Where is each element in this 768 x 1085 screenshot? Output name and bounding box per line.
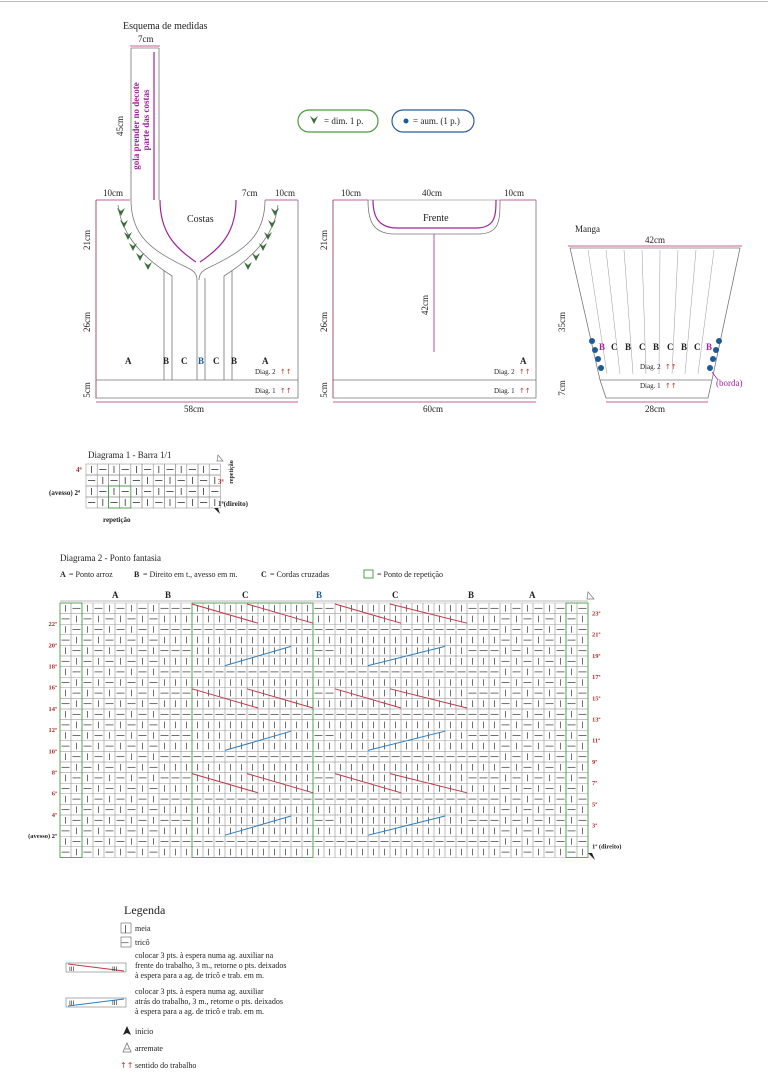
back-section-5: B (231, 356, 238, 366)
legend-title: Legenda (124, 903, 166, 917)
front-center: 42cm (420, 295, 430, 315)
sleeve-section-4: B (653, 342, 660, 352)
sleeve-edge: (borda) (716, 378, 743, 388)
back-section-1: B (163, 356, 170, 366)
sleeve-section-7: C (694, 342, 701, 352)
legend-knit-text: meia (135, 924, 151, 933)
back-side-upper: 21cm (82, 230, 92, 250)
sleeve-title: Manga (575, 224, 600, 234)
legend-direction-text: sentido do trabalho (135, 1061, 197, 1070)
back-section-6: A (262, 356, 269, 366)
back-diag1: Diag. 1 (255, 387, 276, 395)
legend-front-cross-text-3: à espera para a ag. de tricô e trab. em m. (135, 971, 265, 980)
svg-text:III: III (112, 966, 118, 973)
back-dec-arrows-right (244, 208, 279, 270)
diagram2-right-row-labels (592, 610, 621, 850)
diagram2-header-3: B (316, 590, 323, 600)
diagram1-row-3: 3ª (218, 478, 224, 486)
legend-back-cross-icon (66, 998, 126, 1007)
sleeve-drawing (557, 224, 743, 414)
front-diag2-arrows: ↑↑ (519, 368, 531, 376)
diagram1-row-2: (avesso) 2ª (49, 489, 81, 497)
back-top-right: 10cm (275, 188, 295, 198)
legend-front-cross-icon (66, 963, 126, 973)
diagram2-title: Diagrama 2 - Ponto fantasia (60, 553, 161, 563)
diagram1-row-4: 4ª (76, 466, 82, 474)
schema-title: Esquema de medidas (123, 21, 208, 32)
diagram2-start-icon (588, 853, 595, 860)
back-section-4: C (213, 356, 220, 366)
diagram2-right-row-4: 15ª (592, 695, 601, 703)
diagram2-right-row-3: 17ª (592, 674, 601, 682)
diagram2-header-4: C (392, 590, 399, 600)
legend-front-cross-text-1: colocar 3 pts. à espera numa ag. auxiliar na (135, 951, 274, 960)
legend-start-text: início (135, 1027, 154, 1036)
diagram2-left-row-2: 18ª (48, 663, 57, 671)
diagram2-repeat-swatch (364, 570, 373, 578)
front-diag1: Diag. 1 (494, 387, 515, 395)
sleeve-diag1-arrows: ↑↑ (665, 382, 677, 390)
front-drawing (319, 188, 536, 414)
collar-note-2: parte das costas (141, 89, 151, 151)
collar-note-1: gola prender no decote (131, 82, 141, 170)
diagram2-left-row-8: 6ª (51, 790, 57, 798)
back-diag1-arrows: ↑↑ (280, 387, 292, 395)
front-side-low: 5cm (319, 382, 329, 398)
svg-text:III: III (112, 1000, 118, 1007)
sleeve-section-6: B (681, 342, 688, 352)
sleeve-section-5: C (667, 342, 674, 352)
sleeve-section-3: C (639, 342, 646, 352)
back-diag2-arrows: ↑↑ (280, 368, 292, 376)
sleeve-top: 42cm (645, 235, 665, 245)
sleeve-section-0: B (599, 342, 606, 352)
diagram2-key-b: B (134, 570, 140, 579)
diagram2-header-1: B (165, 590, 172, 600)
legend-back-cross-text-3: à espera para a ag. de tricô e trab. em m. (135, 1007, 265, 1016)
back-dec-arrows-left (117, 208, 152, 270)
diagram2-right-row-7: 9ª (592, 758, 598, 766)
svg-text:III: III (69, 1000, 75, 1007)
diagram2-key-a: A (60, 570, 66, 579)
diagram2-key-rep-text: = Ponto de repetição (377, 570, 444, 579)
diagram2-right-row-0: 23ª (592, 610, 601, 618)
front-title: Frente (423, 213, 449, 224)
back-diag2: Diag. 2 (255, 368, 276, 376)
front-top-mid: 40cm (422, 188, 442, 198)
diagram2-right-row-9: 5ª (592, 801, 598, 809)
diagram2-left-row-5: 12ª (48, 727, 57, 735)
diagram2-right-row-2: 19ª (592, 652, 601, 660)
back-title: Costas (187, 214, 214, 225)
dec-symbol-key (298, 110, 378, 132)
diagram2-grid (60, 603, 588, 857)
diagram2-header-2: C (242, 590, 249, 600)
diagram2-left-row-6: 10ª (48, 748, 57, 756)
front-bottom: 60cm (423, 404, 443, 414)
front-diag1-arrows: ↑↑ (519, 387, 531, 395)
sleeve-side: 35cm (557, 312, 567, 332)
diagram2-right-row-10: 3ª (592, 822, 598, 830)
diagram2-header-5: B (468, 590, 475, 600)
diagram2-key-c: C (261, 570, 267, 579)
legend-back-cross-text-1: colocar 3 pts. à espera numa ag. auxiliar (135, 987, 264, 996)
legend-bindoff-icon (123, 1043, 131, 1052)
diagram2-header-0: A (112, 590, 119, 600)
collar-width-label: 7cm (138, 34, 154, 44)
inc-symbol-key (392, 110, 474, 132)
back-side-low: 5cm (82, 382, 92, 398)
diagram1-repeat-side: repetição (229, 460, 235, 484)
sleeve-diag1: Diag. 1 (640, 382, 661, 390)
inc-label: = aum. (1 p.) (413, 116, 460, 126)
back-section-0: A (125, 356, 132, 366)
legend-direction-icon: ↑↑ (120, 1061, 134, 1070)
front-top-left: 10cm (341, 188, 361, 198)
diagram2 (28, 553, 621, 860)
diagram2-key-b-text: = Direito em t., avesso em m. (143, 570, 238, 579)
diagram1-start-icon (214, 508, 220, 514)
diagram1 (49, 450, 249, 524)
diagram2-key-c-text: = Cordas cruzadas (270, 570, 330, 579)
diagram2-right-row-1: 21ª (592, 631, 601, 639)
legend-purl-text: tricô (135, 938, 150, 947)
inc-dot-icon (404, 119, 409, 124)
sleeve-section-2: B (625, 342, 632, 352)
back-top-left: 10cm (103, 188, 123, 198)
diagram2-left-row-7: 8ª (51, 769, 57, 777)
diagram2-right-row-5: 13ª (592, 716, 601, 724)
diagram2-left-row-labels (28, 621, 57, 840)
front-side-upper: 21cm (319, 230, 329, 250)
back-section-3: B (198, 356, 205, 366)
legend-knit-symbol: | (124, 924, 127, 933)
front-top-right: 10cm (504, 188, 524, 198)
legend-back-cross-text-2: atrás do trabalho, 3 m., retorne o pts. deixados (135, 997, 283, 1006)
sleeve-section-8: B (706, 342, 713, 352)
sleeve-diag2: Diag. 2 (640, 363, 661, 371)
diagram2-key-a-text: = Ponto arroz (69, 570, 113, 579)
diagram2-header-6: A (529, 590, 536, 600)
back-side-mid: 26cm (82, 312, 92, 332)
diagram1-title: Diagrama 1 - Barra 1/1 (88, 450, 172, 460)
svg-text:III: III (69, 966, 75, 973)
collar-drawing (115, 34, 160, 200)
diagram2-right-row-11: 1ª (direito) (592, 843, 622, 851)
sleeve-diag2-arrows: ↑↑ (665, 363, 677, 371)
diagram2-right-row-6: 11ª (592, 737, 601, 745)
back-bottom: 58cm (184, 404, 204, 414)
diagram2-left-row-3: 16ª (48, 684, 57, 692)
legend-front-cross-text-2: frente do trabalho, 3 m., retorne o pts. deixados (135, 961, 287, 970)
diagram2-bindoff-icon (587, 592, 594, 599)
sleeve-side-low: 7cm (557, 380, 567, 396)
dec-label: = dim. 1 p. (324, 116, 364, 126)
front-side-mid: 26cm (319, 312, 329, 332)
diagram2-left-row-9: 4ª (51, 811, 57, 819)
diagram2-left-row-1: 20ª (48, 642, 57, 650)
legend-bindoff-text: arremate (135, 1044, 163, 1053)
sleeve-section-1: C (611, 342, 618, 352)
back-section-2: C (181, 356, 188, 366)
diagram2-left-row-0: 22ª (48, 621, 57, 629)
diagram1-grid (86, 464, 220, 508)
legend-purl-symbol: — (121, 938, 129, 947)
collar-height-label: 45cm (115, 116, 125, 136)
back-drawing (82, 188, 298, 414)
legend (66, 903, 287, 1070)
front-section: A (520, 356, 527, 366)
diagram2-left-row-10: (avesso) 2ª (28, 833, 57, 841)
sleeve-bottom: 28cm (645, 404, 665, 414)
diagram1-repeat: repetição (103, 516, 131, 524)
diagram1-bindoff-icon (217, 455, 223, 461)
diagram1-row-1: 1ª(direito) (218, 500, 248, 508)
diagram2-right-row-8: 7ª (592, 780, 598, 788)
back-top-mid: 7cm (242, 188, 258, 198)
diagram2-left-row-4: 14ª (48, 705, 57, 713)
legend-start-icon (123, 1026, 131, 1035)
front-diag2: Diag. 2 (494, 368, 515, 376)
